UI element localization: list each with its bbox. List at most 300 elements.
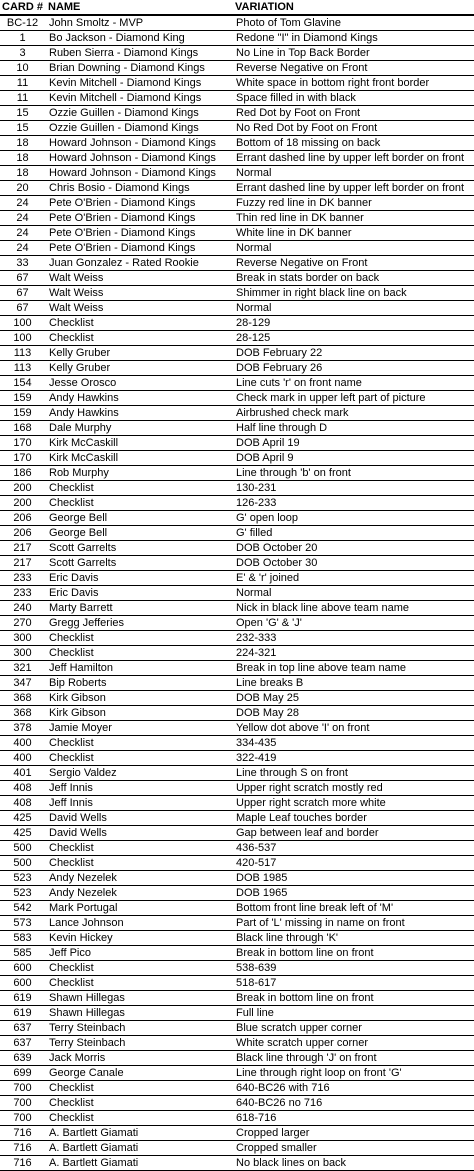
card-number-cell: BC-12: [0, 15, 45, 31]
variation-cell: 130-231: [232, 481, 474, 496]
variation-cell: DOB February 26: [232, 361, 474, 376]
variation-cell: Line through S on front: [232, 766, 474, 781]
variation-cell: 640-BC26 no 716: [232, 1096, 474, 1111]
card-number-cell: 67: [0, 301, 45, 316]
player-name-cell: George Canale: [45, 1066, 232, 1081]
variation-cell: No Red Dot by Foot on Front: [232, 121, 474, 136]
table-row: [0, 271, 474, 286]
variation-cell: Bottom front line break left of 'M': [232, 901, 474, 916]
player-name-cell: Kirk Gibson: [45, 691, 232, 706]
player-name-cell: A. Bartlett Giamati: [45, 1126, 232, 1141]
table-row: [0, 946, 474, 961]
variation-cell: DOB April 9: [232, 451, 474, 466]
variation-cell: Check mark in upper left part of picture: [232, 391, 474, 406]
table-row: [0, 781, 474, 796]
card-number-cell: 217: [0, 556, 45, 571]
card-number-cell: 700: [0, 1081, 45, 1096]
variation-cell: DOB April 19: [232, 436, 474, 451]
variation-cell: 334-435: [232, 736, 474, 751]
variation-cell: White space in bottom right front border: [232, 76, 474, 91]
card-number-cell: 400: [0, 751, 45, 766]
player-name-cell: Ruben Sierra - Diamond Kings: [45, 46, 232, 61]
variation-cell: Shimmer in right black line on back: [232, 286, 474, 301]
player-name-cell: George Bell: [45, 526, 232, 541]
table-row: [0, 166, 474, 181]
variation-cell: 618-716: [232, 1111, 474, 1126]
table-row: [0, 976, 474, 991]
player-name-cell: Lance Johnson: [45, 916, 232, 931]
table-row: [0, 241, 474, 256]
card-number-cell: 619: [0, 1006, 45, 1021]
header-row: [0, 0, 474, 15]
card-number-cell: 10: [0, 61, 45, 76]
card-number-cell: 401: [0, 766, 45, 781]
player-name-cell: Scott Garrelts: [45, 541, 232, 556]
card-number-cell: 24: [0, 196, 45, 211]
table-row: [0, 151, 474, 166]
table-row: [0, 1156, 474, 1171]
table-row: [0, 361, 474, 376]
card-number-cell: 716: [0, 1126, 45, 1141]
table-row: [0, 541, 474, 556]
table-row: [0, 751, 474, 766]
card-number-header: CARD #: [0, 0, 45, 15]
variation-cell: Reverse Negative on Front: [232, 61, 474, 76]
player-name-cell: Walt Weiss: [45, 301, 232, 316]
card-number-cell: 500: [0, 841, 45, 856]
player-name-cell: David Wells: [45, 826, 232, 841]
variation-cell: White scratch upper corner: [232, 1036, 474, 1051]
table-row: [0, 391, 474, 406]
player-name-cell: Kevin Mitchell - Diamond Kings: [45, 76, 232, 91]
player-name-cell: Ozzie Guillen - Diamond Kings: [45, 121, 232, 136]
table-row: [0, 466, 474, 481]
player-name-cell: Scott Garrelts: [45, 556, 232, 571]
variation-cell: Photo of Tom Glavine: [232, 15, 474, 31]
card-number-cell: 716: [0, 1156, 45, 1171]
card-number-cell: 3: [0, 46, 45, 61]
player-name-cell: George Bell: [45, 511, 232, 526]
variation-cell: Black line through 'J' on front: [232, 1051, 474, 1066]
variation-cell: E' & 'r' joined: [232, 571, 474, 586]
card-number-cell: 523: [0, 886, 45, 901]
table-row: [0, 511, 474, 526]
table-row: [0, 766, 474, 781]
card-number-cell: 321: [0, 661, 45, 676]
variation-cell: Errant dashed line by upper left border on front: [232, 151, 474, 166]
variation-cell: Redone "I" in Diamond Kings: [232, 31, 474, 46]
variation-cell: DOB October 30: [232, 556, 474, 571]
player-name-cell: Howard Johnson - Diamond Kings: [45, 166, 232, 181]
table-row: [0, 1006, 474, 1021]
card-number-cell: 637: [0, 1021, 45, 1036]
player-name-cell: Checklist: [45, 736, 232, 751]
player-name-cell: Gregg Jefferies: [45, 616, 232, 631]
card-number-cell: 20: [0, 181, 45, 196]
card-number-cell: 1: [0, 31, 45, 46]
player-name-cell: Checklist: [45, 646, 232, 661]
table-row: [0, 916, 474, 931]
variation-cell: 322-419: [232, 751, 474, 766]
player-name-cell: Checklist: [45, 1081, 232, 1096]
player-name-cell: Jeff Innis: [45, 781, 232, 796]
table-row: [0, 826, 474, 841]
table-row: [0, 496, 474, 511]
variation-cell: Cropped smaller: [232, 1141, 474, 1156]
player-name-cell: Bip Roberts: [45, 676, 232, 691]
player-name-cell: Shawn Hillegas: [45, 1006, 232, 1021]
player-name-cell: Checklist: [45, 841, 232, 856]
table-row: [0, 931, 474, 946]
table-row: [0, 481, 474, 496]
variation-cell: Full line: [232, 1006, 474, 1021]
player-name-cell: Jesse Orosco: [45, 376, 232, 391]
card-number-cell: 240: [0, 601, 45, 616]
table-row: [0, 286, 474, 301]
player-name-cell: Kevin Mitchell - Diamond Kings: [45, 91, 232, 106]
table-row: [0, 886, 474, 901]
table-row: [0, 181, 474, 196]
card-number-cell: 33: [0, 256, 45, 271]
variation-cell: 224-321: [232, 646, 474, 661]
table-row: [0, 451, 474, 466]
table-row: [0, 796, 474, 811]
variation-cell: Red Dot by Foot on Front: [232, 106, 474, 121]
variation-cell: Black line through 'K': [232, 931, 474, 946]
card-number-cell: 217: [0, 541, 45, 556]
name-header: NAME: [45, 0, 232, 15]
card-number-cell: 168: [0, 421, 45, 436]
player-name-cell: Checklist: [45, 631, 232, 646]
player-name-cell: Andy Hawkins: [45, 391, 232, 406]
card-number-cell: 24: [0, 226, 45, 241]
card-number-cell: 18: [0, 136, 45, 151]
player-name-cell: Kirk McCaskill: [45, 436, 232, 451]
player-name-cell: Juan Gonzalez - Rated Rookie: [45, 256, 232, 271]
player-name-cell: Jamie Moyer: [45, 721, 232, 736]
card-number-cell: 378: [0, 721, 45, 736]
table-row: [0, 721, 474, 736]
player-name-cell: Walt Weiss: [45, 286, 232, 301]
table-row: [0, 331, 474, 346]
player-name-cell: A. Bartlett Giamati: [45, 1141, 232, 1156]
card-number-cell: 400: [0, 736, 45, 751]
player-name-cell: Pete O'Brien - Diamond Kings: [45, 241, 232, 256]
table-row: [0, 346, 474, 361]
card-number-cell: 18: [0, 151, 45, 166]
player-name-cell: Shawn Hillegas: [45, 991, 232, 1006]
variation-cell: Fuzzy red line in DK banner: [232, 196, 474, 211]
table-row: [0, 646, 474, 661]
card-number-cell: 716: [0, 1141, 45, 1156]
variation-cell: Open 'G' & 'J': [232, 616, 474, 631]
player-name-cell: Jeff Pico: [45, 946, 232, 961]
table-row: [0, 196, 474, 211]
player-name-cell: Bo Jackson - Diamond King: [45, 31, 232, 46]
player-name-cell: Checklist: [45, 961, 232, 976]
variation-cell: Line breaks B: [232, 676, 474, 691]
card-number-cell: 523: [0, 871, 45, 886]
table-row: [0, 436, 474, 451]
player-name-cell: Checklist: [45, 976, 232, 991]
table-row: [0, 1111, 474, 1126]
variation-cell: Normal: [232, 166, 474, 181]
table-row: [0, 136, 474, 151]
variation-cell: Line through right loop on front 'G': [232, 1066, 474, 1081]
variation-cell: Space filled in with black: [232, 91, 474, 106]
table-row: [0, 15, 474, 31]
table-row: [0, 406, 474, 421]
player-name-cell: Brian Downing - Diamond Kings: [45, 61, 232, 76]
card-number-cell: 206: [0, 526, 45, 541]
variation-cell: Part of 'L' missing in name on front: [232, 916, 474, 931]
table-row: [0, 31, 474, 46]
player-name-cell: Kirk Gibson: [45, 706, 232, 721]
table-row: [0, 706, 474, 721]
table-row: [0, 991, 474, 1006]
variation-cell: Line cuts 'r' on front name: [232, 376, 474, 391]
variation-cell: Maple Leaf touches border: [232, 811, 474, 826]
card-number-cell: 100: [0, 331, 45, 346]
table-row: [0, 316, 474, 331]
variation-cell: Nick in black line above team name: [232, 601, 474, 616]
card-number-cell: 113: [0, 361, 45, 376]
card-number-cell: 170: [0, 436, 45, 451]
variation-cell: No black lines on back: [232, 1156, 474, 1171]
player-name-cell: Jack Morris: [45, 1051, 232, 1066]
variation-cell: DOB May 25: [232, 691, 474, 706]
player-name-cell: Checklist: [45, 316, 232, 331]
card-number-cell: 600: [0, 961, 45, 976]
player-name-cell: Ozzie Guillen - Diamond Kings: [45, 106, 232, 121]
player-name-cell: Checklist: [45, 1111, 232, 1126]
variation-cell: Break in bottom line on front: [232, 946, 474, 961]
variation-cell: Thin red line in DK banner: [232, 211, 474, 226]
table-row: [0, 301, 474, 316]
variation-cell: Break in bottom line on front: [232, 991, 474, 1006]
card-number-cell: 170: [0, 451, 45, 466]
table-row: [0, 661, 474, 676]
table-row: [0, 1021, 474, 1036]
table-row: [0, 76, 474, 91]
variation-cell: Airbrushed check mark: [232, 406, 474, 421]
variation-cell: 538-639: [232, 961, 474, 976]
card-number-cell: 500: [0, 856, 45, 871]
variation-cell: 28-129: [232, 316, 474, 331]
table-row: [0, 211, 474, 226]
table-row: [0, 1066, 474, 1081]
variation-cell: DOB February 22: [232, 346, 474, 361]
table-row: [0, 421, 474, 436]
table-row: [0, 676, 474, 691]
table-row: [0, 736, 474, 751]
player-name-cell: Checklist: [45, 751, 232, 766]
card-number-cell: 585: [0, 946, 45, 961]
player-name-cell: Rob Murphy: [45, 466, 232, 481]
player-name-cell: John Smoltz - MVP: [45, 15, 232, 31]
card-number-cell: 300: [0, 631, 45, 646]
variation-cell: Half line through D: [232, 421, 474, 436]
table-row: [0, 691, 474, 706]
table-row: [0, 1096, 474, 1111]
card-number-cell: 300: [0, 646, 45, 661]
table-row: [0, 871, 474, 886]
player-name-cell: Walt Weiss: [45, 271, 232, 286]
card-number-cell: 270: [0, 616, 45, 631]
table-row: [0, 226, 474, 241]
table-row: [0, 256, 474, 271]
variation-cell: 436-537: [232, 841, 474, 856]
variation-cell: DOB 1965: [232, 886, 474, 901]
variation-cell: 518-617: [232, 976, 474, 991]
card-number-cell: 24: [0, 211, 45, 226]
player-name-cell: Kirk McCaskill: [45, 451, 232, 466]
variation-cell: White line in DK banner: [232, 226, 474, 241]
variation-cell: 126-233: [232, 496, 474, 511]
card-number-cell: 24: [0, 241, 45, 256]
table-row: [0, 1036, 474, 1051]
player-name-cell: Howard Johnson - Diamond Kings: [45, 136, 232, 151]
table-row: [0, 856, 474, 871]
variation-cell: DOB October 20: [232, 541, 474, 556]
card-number-cell: 18: [0, 166, 45, 181]
variation-cell: Normal: [232, 241, 474, 256]
player-name-cell: Checklist: [45, 496, 232, 511]
table-row: [0, 526, 474, 541]
variation-cell: DOB May 28: [232, 706, 474, 721]
player-name-cell: Pete O'Brien - Diamond Kings: [45, 196, 232, 211]
variation-cell: DOB 1985: [232, 871, 474, 886]
variation-cell: Break in stats border on back: [232, 271, 474, 286]
variation-cell: 640-BC26 with 716: [232, 1081, 474, 1096]
card-number-cell: 100: [0, 316, 45, 331]
card-number-cell: 619: [0, 991, 45, 1006]
table-row: [0, 1141, 474, 1156]
card-number-cell: 200: [0, 496, 45, 511]
player-name-cell: Terry Steinbach: [45, 1036, 232, 1051]
player-name-cell: Terry Steinbach: [45, 1021, 232, 1036]
variation-cell: Bottom of 18 missing on back: [232, 136, 474, 151]
variation-cell: Break in top line above team name: [232, 661, 474, 676]
card-number-cell: 600: [0, 976, 45, 991]
card-number-cell: 186: [0, 466, 45, 481]
card-number-cell: 159: [0, 391, 45, 406]
variation-cell: 28-125: [232, 331, 474, 346]
player-name-cell: Pete O'Brien - Diamond Kings: [45, 226, 232, 241]
player-name-cell: Eric Davis: [45, 571, 232, 586]
card-number-cell: 542: [0, 901, 45, 916]
variation-cell: Normal: [232, 586, 474, 601]
table-row: [0, 631, 474, 646]
table-row: [0, 1126, 474, 1141]
table-row: [0, 616, 474, 631]
player-name-cell: Eric Davis: [45, 586, 232, 601]
player-name-cell: Marty Barrett: [45, 601, 232, 616]
player-name-cell: Chris Bosio - Diamond Kings: [45, 181, 232, 196]
table-row: [0, 841, 474, 856]
card-number-cell: 573: [0, 916, 45, 931]
table-row: [0, 121, 474, 136]
player-name-cell: Jeff Innis: [45, 796, 232, 811]
player-name-cell: A. Bartlett Giamati: [45, 1156, 232, 1171]
card-number-cell: 15: [0, 106, 45, 121]
variation-cell: G' filled: [232, 526, 474, 541]
card-number-cell: 700: [0, 1096, 45, 1111]
card-number-cell: 11: [0, 91, 45, 106]
table-row: [0, 106, 474, 121]
card-number-cell: 368: [0, 691, 45, 706]
table-row: [0, 1081, 474, 1096]
card-number-cell: 67: [0, 286, 45, 301]
card-number-cell: 425: [0, 826, 45, 841]
table-row: [0, 91, 474, 106]
card-number-cell: 233: [0, 586, 45, 601]
player-name-cell: Andy Nezelek: [45, 886, 232, 901]
card-number-cell: 159: [0, 406, 45, 421]
card-number-cell: 113: [0, 346, 45, 361]
card-number-cell: 15: [0, 121, 45, 136]
player-name-cell: Checklist: [45, 481, 232, 496]
player-name-cell: Checklist: [45, 331, 232, 346]
card-number-cell: 347: [0, 676, 45, 691]
table-row: [0, 571, 474, 586]
card-number-cell: 425: [0, 811, 45, 826]
table-row: [0, 61, 474, 76]
player-name-cell: David Wells: [45, 811, 232, 826]
card-number-cell: 583: [0, 931, 45, 946]
card-number-cell: 699: [0, 1066, 45, 1081]
table-row: [0, 1051, 474, 1066]
variation-cell: 420-517: [232, 856, 474, 871]
variation-cell: Line through 'b' on front: [232, 466, 474, 481]
variation-cell: Errant dashed line by upper left border on front: [232, 181, 474, 196]
player-name-cell: Kevin Hickey: [45, 931, 232, 946]
table-row: [0, 811, 474, 826]
card-number-cell: 200: [0, 481, 45, 496]
card-number-cell: 154: [0, 376, 45, 391]
card-number-cell: 639: [0, 1051, 45, 1066]
player-name-cell: Andy Hawkins: [45, 406, 232, 421]
variation-cell: Upper right scratch mostly red: [232, 781, 474, 796]
player-name-cell: Sergio Valdez: [45, 766, 232, 781]
variation-header: VARIATION: [232, 0, 474, 15]
table-row: [0, 46, 474, 61]
card-number-cell: 368: [0, 706, 45, 721]
player-name-cell: Checklist: [45, 856, 232, 871]
player-name-cell: Checklist: [45, 1096, 232, 1111]
variation-cell: Normal: [232, 301, 474, 316]
card-number-cell: 67: [0, 271, 45, 286]
card-number-cell: 233: [0, 571, 45, 586]
variation-cell: 232-333: [232, 631, 474, 646]
card-number-cell: 408: [0, 781, 45, 796]
player-name-cell: Pete O'Brien - Diamond Kings: [45, 211, 232, 226]
player-name-cell: Kelly Gruber: [45, 346, 232, 361]
player-name-cell: Dale Murphy: [45, 421, 232, 436]
variation-cell: Cropped larger: [232, 1126, 474, 1141]
variation-cell: Upper right scratch more white: [232, 796, 474, 811]
variation-cell: Yellow dot above 'I' on front: [232, 721, 474, 736]
card-number-cell: 637: [0, 1036, 45, 1051]
card-number-cell: 700: [0, 1111, 45, 1126]
variation-cell: Blue scratch upper corner: [232, 1021, 474, 1036]
table-row: [0, 901, 474, 916]
player-name-cell: Howard Johnson - Diamond Kings: [45, 151, 232, 166]
variation-cell: Reverse Negative on Front: [232, 256, 474, 271]
variation-cell: No Line in Top Back Border: [232, 46, 474, 61]
player-name-cell: Jeff Hamilton: [45, 661, 232, 676]
variation-cell: G' open loop: [232, 511, 474, 526]
